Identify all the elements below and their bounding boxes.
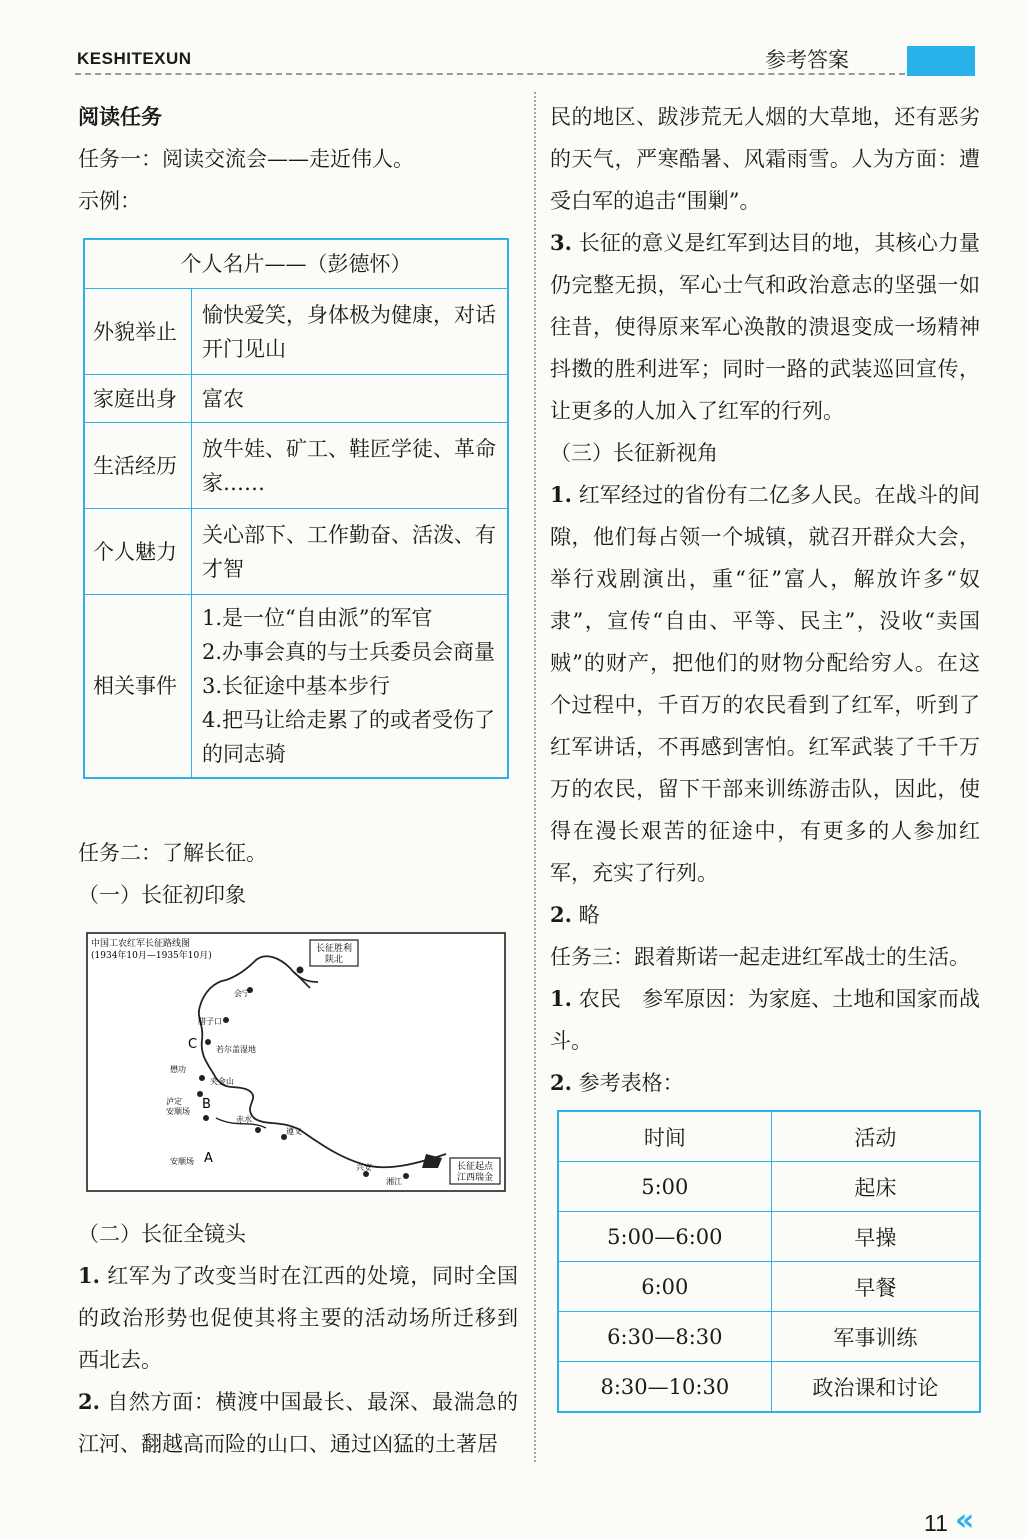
map-node bbox=[403, 1173, 409, 1179]
table-row bbox=[558, 1262, 980, 1312]
item-number: 2. bbox=[550, 902, 572, 927]
map-start-label-2: 江西瑞金 bbox=[456, 1173, 494, 1183]
map-node bbox=[297, 967, 304, 974]
item-text: 农民 参军原因：为家庭、土地和国家而战斗。 bbox=[550, 987, 980, 1053]
table-row bbox=[84, 423, 508, 509]
item-text: 参考表格： bbox=[578, 1071, 684, 1095]
map-place: 若尔盖湿地 bbox=[216, 1045, 256, 1054]
table-header-row bbox=[558, 1111, 980, 1162]
card-value: 关心部下、工作勤奋、活泼、有才智 bbox=[192, 509, 509, 595]
table-row bbox=[558, 1312, 980, 1362]
item-text: 略 bbox=[578, 903, 600, 927]
time-cell: 6:00 bbox=[558, 1262, 771, 1312]
event-item: 1.是一位“自由派”的军官 bbox=[202, 606, 433, 630]
sub1-heading: （一）长征初印象 bbox=[78, 883, 246, 907]
header-title: 参考答案 bbox=[765, 48, 849, 72]
paragraph bbox=[550, 474, 980, 894]
card-value: 富农 bbox=[192, 375, 509, 423]
time-cell: 6:30—8:30 bbox=[558, 1312, 771, 1362]
task1-heading: 任务一：阅读交流会——走近伟人。 bbox=[78, 147, 414, 171]
item-text: 长征的意义是红军到达目的地，其核心力量仍完整无损，军心士气和政治意志的坚强一如往昔，使得原来军心涣散的溃退变成一场精神抖擞的胜利进军；同时一路的武装巡回宣传，让更多的人加入了红军的行列。 bbox=[550, 231, 980, 423]
map-start-label: 长征起点 bbox=[456, 1162, 494, 1172]
paragraph bbox=[550, 978, 980, 1062]
table-row bbox=[84, 239, 508, 289]
table-row bbox=[84, 595, 508, 779]
map-end-label: 长征胜利 bbox=[315, 944, 353, 954]
page-number: 11 bbox=[924, 1510, 948, 1536]
activity-cell: 起床 bbox=[771, 1162, 980, 1212]
map-node bbox=[199, 1075, 205, 1081]
map-place: 兴安 bbox=[356, 1163, 372, 1172]
header-accent-bar bbox=[907, 46, 975, 76]
item-text: 红军为了改变当时在江西的处境，同时全国的政治形势也促使其将主要的活动场所迁移到西北去。 bbox=[78, 1264, 518, 1372]
activity-cell: 政治课和讨论 bbox=[771, 1362, 980, 1413]
map-place: 夹金山 bbox=[210, 1077, 234, 1086]
left-column-lower bbox=[78, 832, 518, 916]
brand-label: KESHITEXUN bbox=[77, 49, 192, 68]
table-row bbox=[84, 375, 508, 423]
marker-c: C bbox=[188, 1037, 198, 1052]
map-place: 安顺场 bbox=[170, 1157, 194, 1166]
card-label: 个人魅力 bbox=[84, 509, 192, 595]
paragraph bbox=[78, 1255, 518, 1381]
card-events bbox=[192, 595, 509, 779]
table-row bbox=[558, 1162, 980, 1212]
table-row bbox=[84, 509, 508, 595]
event-item: 4.把马让给走累了的或者受伤了的同志骑 bbox=[202, 708, 496, 766]
item-number: 3. bbox=[550, 230, 572, 255]
table-row bbox=[84, 289, 508, 375]
card-value: 愉快爱笑，身体极为健康，对话开门见山 bbox=[192, 289, 509, 375]
time-cell: 5:00—6:00 bbox=[558, 1212, 771, 1262]
paragraph bbox=[550, 894, 980, 936]
schedule-table bbox=[557, 1110, 981, 1413]
left-column-bottom bbox=[78, 1213, 518, 1465]
map-place: 懋功 bbox=[170, 1065, 186, 1074]
paragraph bbox=[550, 1062, 980, 1104]
profile-card-table bbox=[83, 238, 509, 779]
item-number: 1. bbox=[550, 986, 572, 1011]
left-column bbox=[78, 96, 518, 222]
item-text: 自然方面：横渡中国最长、最深、最湍急的江河、翻越高而险的山口、通过凶猛的土著居 bbox=[78, 1390, 518, 1456]
item-number: 1. bbox=[550, 482, 572, 507]
example-label: 示例： bbox=[78, 189, 141, 213]
map-node bbox=[255, 1127, 261, 1133]
marker-a: A bbox=[204, 1151, 213, 1166]
time-cell: 5:00 bbox=[558, 1162, 771, 1212]
column-divider bbox=[534, 92, 536, 1462]
event-item: 3.长征途中基本步行 bbox=[202, 674, 391, 698]
item-number: 2. bbox=[550, 1070, 572, 1095]
marker-b: B bbox=[202, 1097, 211, 1112]
card-label: 生活经历 bbox=[84, 423, 192, 509]
right-column bbox=[550, 96, 980, 1104]
map-place: 赤水 bbox=[236, 1115, 252, 1124]
sub3-heading: （三）长征新视角 bbox=[550, 441, 718, 465]
map-node bbox=[203, 1115, 209, 1121]
double-chevron-left-icon: « bbox=[955, 1503, 975, 1538]
paragraph: 民的地区、跋涉荒无人烟的大草地，还有恶劣的天气，严寒酷暑、风霜雨雪。人为方面：遭受白军的追击“围剿”。 bbox=[550, 105, 980, 213]
column-header: 时间 bbox=[558, 1111, 771, 1162]
event-item: 2.办事会真的与士兵委员会商量 bbox=[202, 640, 496, 664]
activity-cell: 早操 bbox=[771, 1212, 980, 1262]
card-title: 个人名片——（彭德怀） bbox=[84, 239, 508, 289]
paragraph bbox=[78, 1381, 518, 1465]
card-label: 外貌举止 bbox=[84, 289, 192, 375]
column-header: 活动 bbox=[771, 1111, 980, 1162]
task3-heading: 任务三：跟着斯诺一起走进红军战士的生活。 bbox=[550, 945, 970, 969]
card-label: 相关事件 bbox=[84, 595, 192, 779]
table-row bbox=[558, 1362, 980, 1413]
paragraph bbox=[550, 222, 980, 432]
item-number: 1. bbox=[78, 1263, 100, 1288]
sub2-heading: （二）长征全镜头 bbox=[78, 1222, 246, 1246]
map-place: 腊子口 bbox=[198, 1017, 222, 1026]
card-label: 家庭出身 bbox=[84, 375, 192, 423]
header-divider bbox=[75, 73, 905, 75]
long-march-map bbox=[86, 932, 506, 1192]
activity-cell: 军事训练 bbox=[771, 1312, 980, 1362]
map-place: 安顺场 bbox=[166, 1107, 190, 1116]
table-row bbox=[558, 1212, 980, 1262]
map-place: 湘江 bbox=[386, 1177, 402, 1186]
map-subtitle: (1934年10月—1935年10月) bbox=[91, 951, 212, 961]
time-cell: 8:30—10:30 bbox=[558, 1362, 771, 1413]
item-text: 红军经过的省份有二亿多人民。在战斗的间隙，他们每占领一个城镇，就召开群众大会，举行戏剧演出，重“征”富人，解放许多“奴隶”，宣传“自由、平等、民主”，没收“卖国贼”的财产，把他们的财物分配给穷人。在这个过程中，千百万的农民看到了红军，听到了红军讲话，不再感到害怕。红军武装了千千万万的农民，留下干部来训练游击队，因此，使得在漫长艰苦的征途中，有更多的人参加红军，充实了行列。 bbox=[550, 483, 980, 885]
map-place: 会宁 bbox=[234, 989, 250, 998]
activity-cell: 早餐 bbox=[771, 1262, 980, 1312]
map-node bbox=[223, 1017, 229, 1023]
map-place: 遵义 bbox=[286, 1127, 302, 1136]
map-end-label-2: 陕北 bbox=[324, 955, 344, 965]
map-place: 泸定 bbox=[166, 1097, 182, 1106]
task2-heading: 任务二：了解长征。 bbox=[78, 841, 267, 865]
item-number: 2. bbox=[78, 1389, 100, 1414]
map-node bbox=[205, 1039, 211, 1045]
card-value: 放牛娃、矿工、鞋匠学徒、革命家…… bbox=[192, 423, 509, 509]
section-heading: 阅读任务 bbox=[78, 104, 162, 129]
map-title: 中国工农红军长征路线图 bbox=[91, 939, 191, 949]
